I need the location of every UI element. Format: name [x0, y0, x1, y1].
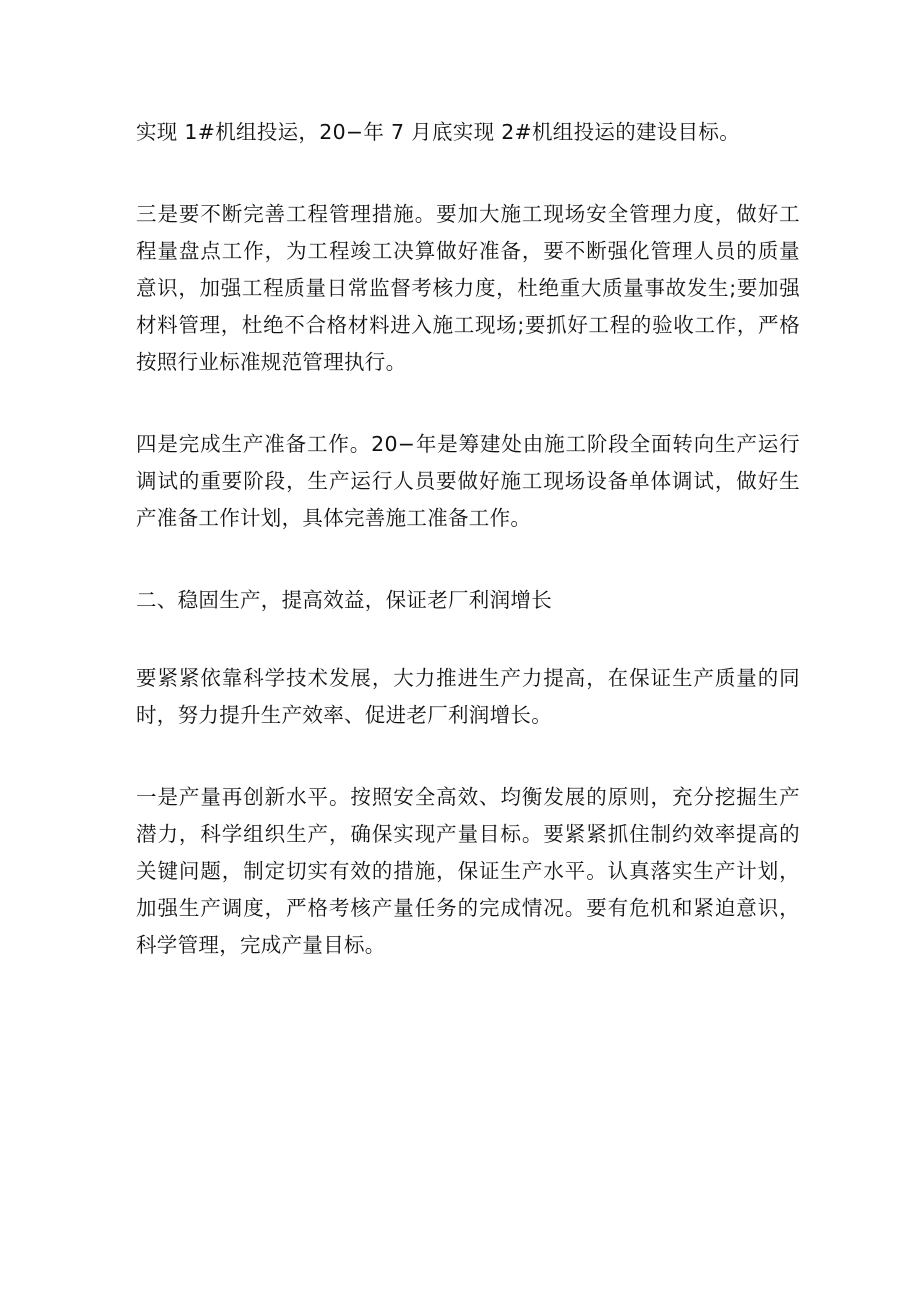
paragraph-technology-development: 要紧紧依靠科学技术发展，大力推进生产力提高，在保证生产质量的同时，努力提升生产效率、促进老厂利润增长。	[136, 666, 800, 727]
section-heading-stable-production: 二、稳固生产，提高效益，保证老厂利润增长	[136, 588, 552, 612]
paragraph-engineering-management: 三是要不断完善工程管理措施。要加大施工现场安全管理力度，做好工程量盘点工作，为工程竣工决算做好准备，要不断强化管理人员的质量意识，加强工程质量日常监督考核力度，杜绝重大质量事故发生;要加强材料管理，杜绝不合格材料进入施工现场;要抓好工程的验收工作，严格按照行业标准规范管理执行。	[136, 202, 800, 374]
paragraph-construction-goal: 实现 1#机组投运，20−年 7 月底实现 2#机组投运的建设目标。	[136, 120, 741, 144]
paragraph-output-level: 一是产量再创新水平。按照安全高效、均衡发展的原则，充分挖掘生产潜力，科学组织生产，确保实现产量目标。要紧紧抓住制约效率提高的关键问题，制定切实有效的措施，保证生产水平。认真落实生产计划，加强生产调度，严格考核产量任务的完成情况。要有危机和紧迫意识，科学管理，完成产量目标。	[136, 785, 800, 957]
paragraph-production-preparation: 四是完成生产准备工作。20−年是筹建处由施工阶段全面转向生产运行调试的重要阶段，生产运行人员要做好施工现场设备单体调试，做好生产准备工作计划，具体完善施工准备工作。	[136, 432, 800, 530]
